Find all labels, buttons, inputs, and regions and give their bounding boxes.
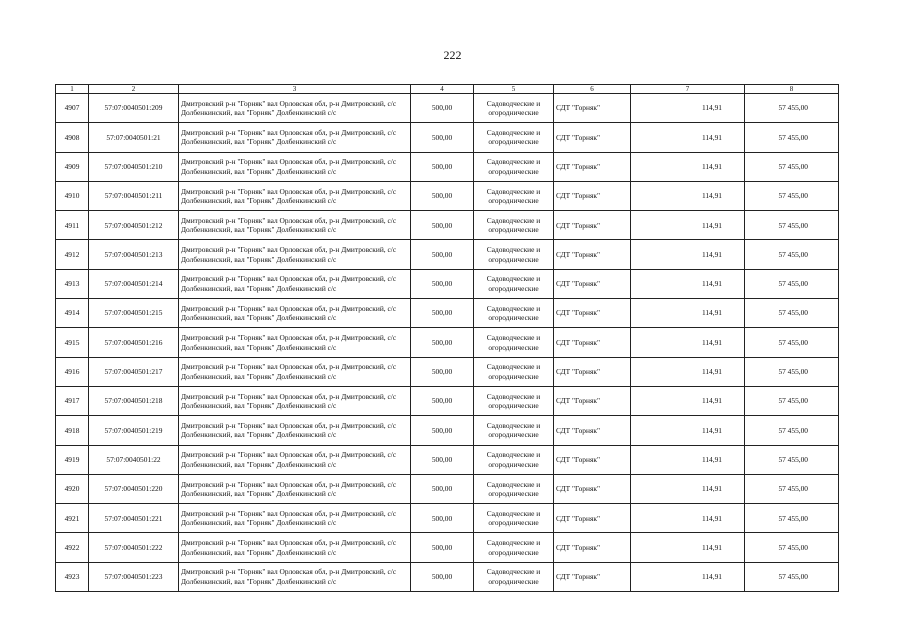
land-use-cell: Садоводческие и огороднические bbox=[474, 94, 554, 123]
organization-cell: СДТ "Горняк" bbox=[554, 533, 631, 562]
organization-cell: СДТ "Горняк" bbox=[554, 416, 631, 445]
organization-cell: СДТ "Горняк" bbox=[554, 562, 631, 591]
address-cell: Дмитровский р-н "Горняк" вал Орловская обл, р-н Дмитровский, с/с Долбенкинский, вал "Горняк" Долбенкинский с/с bbox=[179, 211, 411, 240]
unit-price-cell: 114,91 bbox=[631, 94, 745, 123]
organization-cell: СДТ "Горняк" bbox=[554, 211, 631, 240]
table-row bbox=[56, 211, 839, 240]
land-use-cell: Садоводческие и огороднические bbox=[474, 474, 554, 503]
organization-cell: СДТ "Горняк" bbox=[554, 386, 631, 415]
cadastral-value-cell: 57 455,00 bbox=[745, 386, 839, 415]
table-row bbox=[56, 181, 839, 210]
table-row bbox=[56, 269, 839, 298]
land-use-cell: Садоводческие и огороднические bbox=[474, 328, 554, 357]
area-value-cell: 500,00 bbox=[411, 474, 474, 503]
cadastral-value-cell: 57 455,00 bbox=[745, 299, 839, 328]
cadastral-value-cell: 57 455,00 bbox=[745, 533, 839, 562]
row-number-cell: 4913 bbox=[56, 269, 89, 298]
area-value-cell: 500,00 bbox=[411, 152, 474, 181]
table-row bbox=[56, 533, 839, 562]
organization-cell: СДТ "Горняк" bbox=[554, 181, 631, 210]
cadastral-number-cell: 57:07:0040501:220 bbox=[89, 474, 179, 503]
area-value-cell: 500,00 bbox=[411, 504, 474, 533]
land-use-cell: Садоводческие и огороднические bbox=[474, 211, 554, 240]
cadastral-number-cell: 57:07:0040501:214 bbox=[89, 269, 179, 298]
unit-price-cell: 114,91 bbox=[631, 123, 745, 152]
table-row bbox=[56, 562, 839, 591]
cadastral-value-cell: 57 455,00 bbox=[745, 181, 839, 210]
unit-price-cell: 114,91 bbox=[631, 211, 745, 240]
cadastral-value-cell: 57 455,00 bbox=[745, 240, 839, 269]
row-number-cell: 4914 bbox=[56, 299, 89, 328]
area-value-cell: 500,00 bbox=[411, 269, 474, 298]
cadastral-number-cell: 57:07:0040501:216 bbox=[89, 328, 179, 357]
organization-cell: СДТ "Горняк" bbox=[554, 328, 631, 357]
cadastral-value-cell: 57 455,00 bbox=[745, 269, 839, 298]
organization-cell: СДТ "Горняк" bbox=[554, 94, 631, 123]
address-cell: Дмитровский р-н "Горняк" вал Орловская обл, р-н Дмитровский, с/с Долбенкинский, вал "Горняк" Долбенкинский с/с bbox=[179, 123, 411, 152]
cadastral-number-cell: 57:07:0040501:213 bbox=[89, 240, 179, 269]
cadastral-value-cell: 57 455,00 bbox=[745, 94, 839, 123]
area-value-cell: 500,00 bbox=[411, 328, 474, 357]
unit-price-cell: 114,91 bbox=[631, 181, 745, 210]
row-number-cell: 4923 bbox=[56, 562, 89, 591]
land-use-cell: Садоводческие и огороднические bbox=[474, 152, 554, 181]
organization-cell: СДТ "Горняк" bbox=[554, 152, 631, 181]
unit-price-cell: 114,91 bbox=[631, 299, 745, 328]
organization-cell: СДТ "Горняк" bbox=[554, 299, 631, 328]
table-row bbox=[56, 94, 839, 123]
unit-price-cell: 114,91 bbox=[631, 533, 745, 562]
cadastral-number-cell: 57:07:0040501:209 bbox=[89, 94, 179, 123]
area-value-cell: 500,00 bbox=[411, 445, 474, 474]
unit-price-cell: 114,91 bbox=[631, 240, 745, 269]
table-row bbox=[56, 123, 839, 152]
area-value-cell: 500,00 bbox=[411, 94, 474, 123]
organization-cell: СДТ "Горняк" bbox=[554, 240, 631, 269]
cadastral-value-cell: 57 455,00 bbox=[745, 357, 839, 386]
row-number-cell: 4919 bbox=[56, 445, 89, 474]
cadastral-value-cell: 57 455,00 bbox=[745, 211, 839, 240]
land-use-cell: Садоводческие и огороднические bbox=[474, 269, 554, 298]
row-number-cell: 4912 bbox=[56, 240, 89, 269]
address-cell: Дмитровский р-н "Горняк" вал Орловская обл, р-н Дмитровский, с/с Долбенкинский, вал "Горняк" Долбенкинский с/с bbox=[179, 299, 411, 328]
row-number-cell: 4917 bbox=[56, 386, 89, 415]
cadastral-number-cell: 57:07:0040501:219 bbox=[89, 416, 179, 445]
land-use-cell: Садоводческие и огороднические bbox=[474, 123, 554, 152]
area-value-cell: 500,00 bbox=[411, 299, 474, 328]
table-row bbox=[56, 240, 839, 269]
column-header: 5 bbox=[474, 85, 554, 94]
address-cell: Дмитровский р-н "Горняк" вал Орловская обл, р-н Дмитровский, с/с Долбенкинский, вал "Горняк" Долбенкинский с/с bbox=[179, 240, 411, 269]
unit-price-cell: 114,91 bbox=[631, 504, 745, 533]
area-value-cell: 500,00 bbox=[411, 533, 474, 562]
column-header: 2 bbox=[89, 85, 179, 94]
row-number-cell: 4907 bbox=[56, 94, 89, 123]
cadastral-value-cell: 57 455,00 bbox=[745, 328, 839, 357]
address-cell: Дмитровский р-н "Горняк" вал Орловская обл, р-н Дмитровский, с/с Долбенкинский, вал "Горняк" Долбенкинский с/с bbox=[179, 152, 411, 181]
row-number-cell: 4922 bbox=[56, 533, 89, 562]
cadastral-value-cell: 57 455,00 bbox=[745, 562, 839, 591]
organization-cell: СДТ "Горняк" bbox=[554, 474, 631, 503]
land-use-cell: Садоводческие и огороднические bbox=[474, 386, 554, 415]
organization-cell: СДТ "Горняк" bbox=[554, 357, 631, 386]
column-header: 4 bbox=[411, 85, 474, 94]
column-number-row bbox=[56, 85, 839, 94]
unit-price-cell: 114,91 bbox=[631, 152, 745, 181]
area-value-cell: 500,00 bbox=[411, 386, 474, 415]
land-use-cell: Садоводческие и огороднические bbox=[474, 504, 554, 533]
row-number-cell: 4909 bbox=[56, 152, 89, 181]
unit-price-cell: 114,91 bbox=[631, 269, 745, 298]
table-row bbox=[56, 474, 839, 503]
area-value-cell: 500,00 bbox=[411, 357, 474, 386]
table-row bbox=[56, 328, 839, 357]
column-header: 6 bbox=[554, 85, 631, 94]
area-value-cell: 500,00 bbox=[411, 211, 474, 240]
cadastral-number-cell: 57:07:0040501:218 bbox=[89, 386, 179, 415]
organization-cell: СДТ "Горняк" bbox=[554, 269, 631, 298]
cadastral-number-cell: 57:07:0040501:217 bbox=[89, 357, 179, 386]
column-header: 1 bbox=[56, 85, 89, 94]
address-cell: Дмитровский р-н "Горняк" вал Орловская обл, р-н Дмитровский, с/с Долбенкинский, вал "Горняк" Долбенкинский с/с bbox=[179, 416, 411, 445]
address-cell: Дмитровский р-н "Горняк" вал Орловская обл, р-н Дмитровский, с/с Долбенкинский, вал "Горняк" Долбенкинский с/с bbox=[179, 94, 411, 123]
address-cell: Дмитровский р-н "Горняк" вал Орловская обл, р-н Дмитровский, с/с Долбенкинский, вал "Горняк" Долбенкинский с/с bbox=[179, 504, 411, 533]
cadastral-number-cell: 57:07:0040501:221 bbox=[89, 504, 179, 533]
cadastral-number-cell: 57:07:0040501:212 bbox=[89, 211, 179, 240]
address-cell: Дмитровский р-н "Горняк" вал Орловская обл, р-н Дмитровский, с/с Долбенкинский, вал "Горняк" Долбенкинский с/с bbox=[179, 386, 411, 415]
cadastral-value-cell: 57 455,00 bbox=[745, 152, 839, 181]
table-row bbox=[56, 386, 839, 415]
unit-price-cell: 114,91 bbox=[631, 445, 745, 474]
cadastral-value-cell: 57 455,00 bbox=[745, 416, 839, 445]
row-number-cell: 4920 bbox=[56, 474, 89, 503]
address-cell: Дмитровский р-н "Горняк" вал Орловская обл, р-н Дмитровский, с/с Долбенкинский, вал "Горняк" Долбенкинский с/с bbox=[179, 445, 411, 474]
table-row bbox=[56, 504, 839, 533]
cadastral-number-cell: 57:07:0040501:22 bbox=[89, 445, 179, 474]
table-row bbox=[56, 416, 839, 445]
land-use-cell: Садоводческие и огороднические bbox=[474, 357, 554, 386]
unit-price-cell: 114,91 bbox=[631, 328, 745, 357]
land-use-cell: Садоводческие и огороднические bbox=[474, 181, 554, 210]
cadastral-number-cell: 57:07:0040501:210 bbox=[89, 152, 179, 181]
organization-cell: СДТ "Горняк" bbox=[554, 504, 631, 533]
cadastral-value-cell: 57 455,00 bbox=[745, 123, 839, 152]
table-row bbox=[56, 357, 839, 386]
cadastral-value-cell: 57 455,00 bbox=[745, 445, 839, 474]
address-cell: Дмитровский р-н "Горняк" вал Орловская обл, р-н Дмитровский, с/с Долбенкинский, вал "Горняк" Долбенкинский с/с bbox=[179, 269, 411, 298]
cadastral-value-cell: 57 455,00 bbox=[745, 474, 839, 503]
table-row bbox=[56, 152, 839, 181]
address-cell: Дмитровский р-н "Горняк" вал Орловская обл, р-н Дмитровский, с/с Долбенкинский, вал "Горняк" Долбенкинский с/с bbox=[179, 181, 411, 210]
row-number-cell: 4911 bbox=[56, 211, 89, 240]
column-header: 7 bbox=[631, 85, 745, 94]
land-use-cell: Садоводческие и огороднические bbox=[474, 416, 554, 445]
unit-price-cell: 114,91 bbox=[631, 474, 745, 503]
row-number-cell: 4916 bbox=[56, 357, 89, 386]
area-value-cell: 500,00 bbox=[411, 123, 474, 152]
cadastral-number-cell: 57:07:0040501:211 bbox=[89, 181, 179, 210]
page-number: 222 bbox=[443, 48, 462, 62]
row-number-cell: 4921 bbox=[56, 504, 89, 533]
address-cell: Дмитровский р-н "Горняк" вал Орловская обл, р-н Дмитровский, с/с Долбенкинский, вал "Горняк" Долбенкинский с/с bbox=[179, 533, 411, 562]
cadastral-number-cell: 57:07:0040501:223 bbox=[89, 562, 179, 591]
organization-cell: СДТ "Горняк" bbox=[554, 123, 631, 152]
row-number-cell: 4910 bbox=[56, 181, 89, 210]
land-use-cell: Садоводческие и огороднические bbox=[474, 445, 554, 474]
table-row bbox=[56, 299, 839, 328]
area-value-cell: 500,00 bbox=[411, 181, 474, 210]
cadastral-number-cell: 57:07:0040501:215 bbox=[89, 299, 179, 328]
cadastral-value-cell: 57 455,00 bbox=[745, 504, 839, 533]
area-value-cell: 500,00 bbox=[411, 416, 474, 445]
land-use-cell: Садоводческие и огороднические bbox=[474, 299, 554, 328]
unit-price-cell: 114,91 bbox=[631, 357, 745, 386]
unit-price-cell: 114,91 bbox=[631, 386, 745, 415]
registry-table bbox=[55, 84, 839, 592]
column-header: 3 bbox=[179, 85, 411, 94]
row-number-cell: 4908 bbox=[56, 123, 89, 152]
address-cell: Дмитровский р-н "Горняк" вал Орловская обл, р-н Дмитровский, с/с Долбенкинский, вал "Горняк" Долбенкинский с/с bbox=[179, 562, 411, 591]
cadastral-number-cell: 57:07:0040501:222 bbox=[89, 533, 179, 562]
unit-price-cell: 114,91 bbox=[631, 416, 745, 445]
land-use-cell: Садоводческие и огороднические bbox=[474, 533, 554, 562]
table-row bbox=[56, 445, 839, 474]
row-number-cell: 4915 bbox=[56, 328, 89, 357]
address-cell: Дмитровский р-н "Горняк" вал Орловская обл, р-н Дмитровский, с/с Долбенкинский, вал "Горняк" Долбенкинский с/с bbox=[179, 474, 411, 503]
area-value-cell: 500,00 bbox=[411, 240, 474, 269]
address-cell: Дмитровский р-н "Горняк" вал Орловская обл, р-н Дмитровский, с/с Долбенкинский, вал "Горняк" Долбенкинский с/с bbox=[179, 357, 411, 386]
address-cell: Дмитровский р-н "Горняк" вал Орловская обл, р-н Дмитровский, с/с Долбенкинский, вал "Горняк" Долбенкинский с/с bbox=[179, 328, 411, 357]
cadastral-number-cell: 57:07:0040501:21 bbox=[89, 123, 179, 152]
column-header: 8 bbox=[745, 85, 839, 94]
organization-cell: СДТ "Горняк" bbox=[554, 445, 631, 474]
land-use-cell: Садоводческие и огороднические bbox=[474, 562, 554, 591]
land-use-cell: Садоводческие и огороднические bbox=[474, 240, 554, 269]
row-number-cell: 4918 bbox=[56, 416, 89, 445]
unit-price-cell: 114,91 bbox=[631, 562, 745, 591]
area-value-cell: 500,00 bbox=[411, 562, 474, 591]
